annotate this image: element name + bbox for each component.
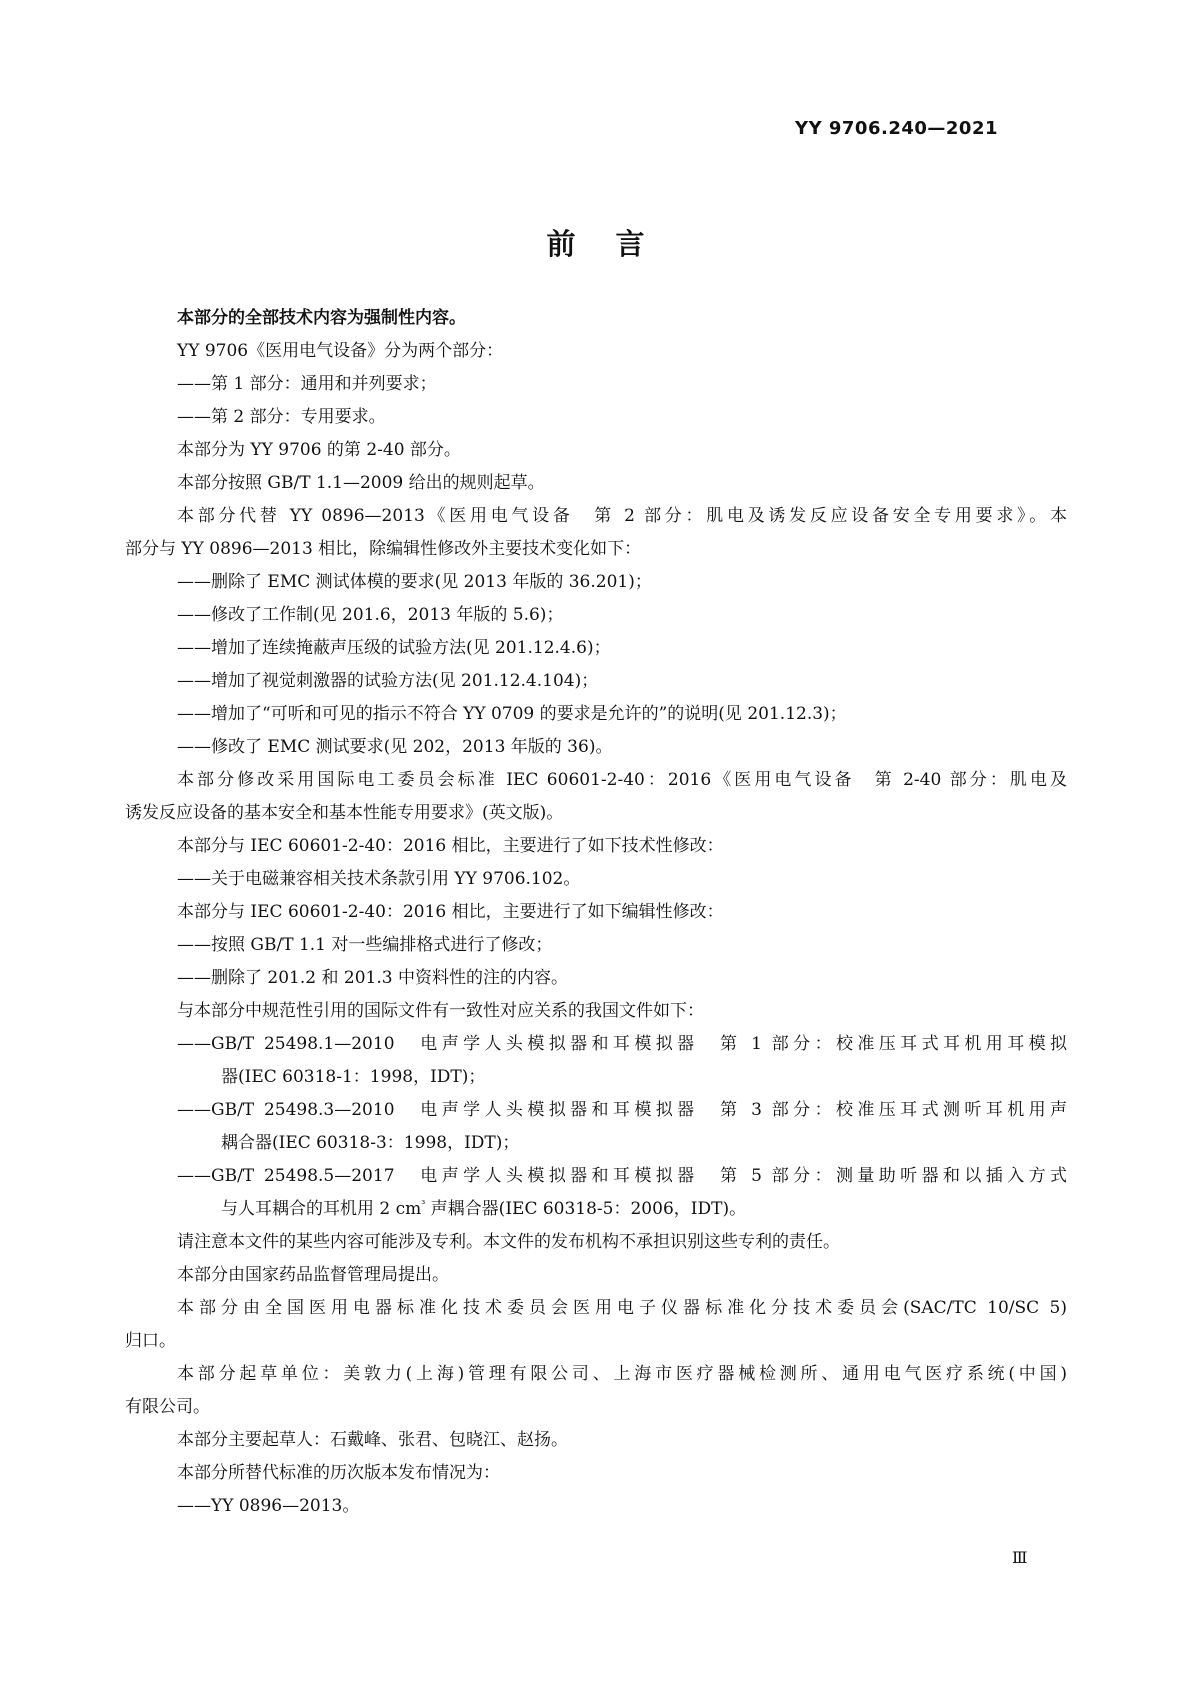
paragraph-line: 本部分为 YY 9706 的第 2-40 部分。 (177, 440, 461, 460)
paragraph-line: 本部分所替代标准的历次版本发布情况为： (177, 1463, 500, 1483)
list-item-continuation: 器(IEC 60318-1：1998，IDT)； (221, 1067, 486, 1087)
list-item: ——按照 GB/T 1.1 对一些编排格式进行了修改； (177, 935, 553, 955)
list-item: ——增加了“可听和可见的指示不符合 YY 0709 的要求是允许的”的说明(见 201.12.3)； (177, 704, 847, 724)
paragraph-line: 本部分代替 YY 0896—2013《医用电气设备 第 2 部分：肌电及诱发反应设备安全专用要求》。本 (177, 506, 1067, 526)
paragraph-line: 有限公司。 (125, 1397, 210, 1417)
paragraph-line: 本部分由全国医用电器标准化技术委员会医用电子仪器标准化分技术委员会(SAC/TC 10/SC 5) (177, 1298, 1067, 1318)
paragraph-line: 本部分与 IEC 60601-2-40：2016 相比，主要进行了如下编辑性修改： (177, 902, 724, 922)
text-run: 声耦合器(IEC 60318-5：2006，IDT)。 (425, 1199, 747, 1219)
list-item: ——GB/T 25498.1—2010 电声学人头模拟器和耳模拟器 第 1 部分：校准压耳式耳机用耳模拟 (177, 1034, 1067, 1054)
list-item: ——修改了工作制(见 201.6，2013 年版的 5.6)； (177, 605, 564, 625)
list-item: ——第 1 部分：通用和并列要求； (177, 374, 437, 394)
paragraph-line: YY 9706《医用电气设备》分为两个部分： (177, 341, 504, 361)
list-item: ——删除了 201.2 和 201.3 中资料性的注的内容。 (177, 968, 568, 988)
text-run: 与人耳耦合的耳机用 2 cm (221, 1199, 422, 1219)
paragraph-line: 本部分按照 GB/T 1.1—2009 给出的规则起草。 (177, 473, 545, 493)
list-item-continuation: 耦合器(IEC 60318-3：1998，IDT)； (221, 1133, 520, 1153)
foreword-body (125, 302, 1067, 1523)
list-item: ——YY 0896—2013。 (177, 1496, 360, 1516)
list-item: ——GB/T 25498.3—2010 电声学人头模拟器和耳模拟器 第 3 部分：校准压耳式测听耳机用声 (177, 1100, 1067, 1120)
superscript: ³ (421, 1199, 426, 1211)
paragraph-line: 本部分起草单位：美敦力(上海)管理有限公司、上海市医疗器械检测所、通用电气医疗系统(中国) (177, 1364, 1067, 1384)
paragraph-line: 诱发反应设备的基本安全和基本性能专用要求》(英文版)。 (125, 803, 564, 823)
list-item: ——增加了视觉刺激器的试验方法(见 201.12.4.104)； (177, 671, 599, 691)
list-item: ——关于电磁兼容相关技术条款引用 YY 9706.102。 (177, 869, 581, 889)
list-item: ——增加了连续掩蔽声压级的试验方法(见 201.12.4.6)； (177, 638, 611, 658)
list-item: ——第 2 部分：专用要求。 (177, 407, 386, 427)
list-item: ——删除了 EMC 测试体模的要求(见 2013 年版的 36.201)； (177, 572, 652, 592)
paragraph-line: 请注意本文件的某些内容可能涉及专利。本文件的发布机构不承担识别这些专利的责任。 (177, 1232, 840, 1252)
page-number: Ⅲ (1012, 1548, 1028, 1567)
page-title: 前言 (546, 227, 685, 261)
paragraph-line: 本部分修改采用国际电工委员会标准 IEC 60601-2-40：2016《医用电气设备 第 2-40 部分：肌电及 (177, 770, 1067, 790)
list-item: ——GB/T 25498.5—2017 电声学人头模拟器和耳模拟器 第 5 部分：测量助听器和以插入方式 (177, 1166, 1067, 1186)
paragraph-line: 部分与 YY 0896—2013 相比，除编辑性修改外主要技术变化如下： (125, 539, 642, 559)
standard-code: YY 9706.240—2021 (795, 118, 998, 139)
paragraph-line: 本部分的全部技术内容为强制性内容。 (177, 308, 466, 328)
list-item: ——修改了 EMC 测试要求(见 202，2013 年版的 36)。 (177, 737, 613, 757)
paragraph-line: 与本部分中规范性引用的国际文件有一致性对应关系的我国文件如下： (177, 1001, 704, 1021)
paragraph-line: 本部分与 IEC 60601-2-40：2016 相比，主要进行了如下技术性修改： (177, 836, 724, 856)
list-item-continuation (125, 1193, 1067, 1226)
paragraph-line: 本部分主要起草人：石戴峰、张君、包晓江、赵扬。 (177, 1430, 568, 1450)
paragraph-line: 本部分由国家药品监督管理局提出。 (177, 1265, 449, 1285)
paragraph-line: 归口。 (125, 1331, 176, 1351)
